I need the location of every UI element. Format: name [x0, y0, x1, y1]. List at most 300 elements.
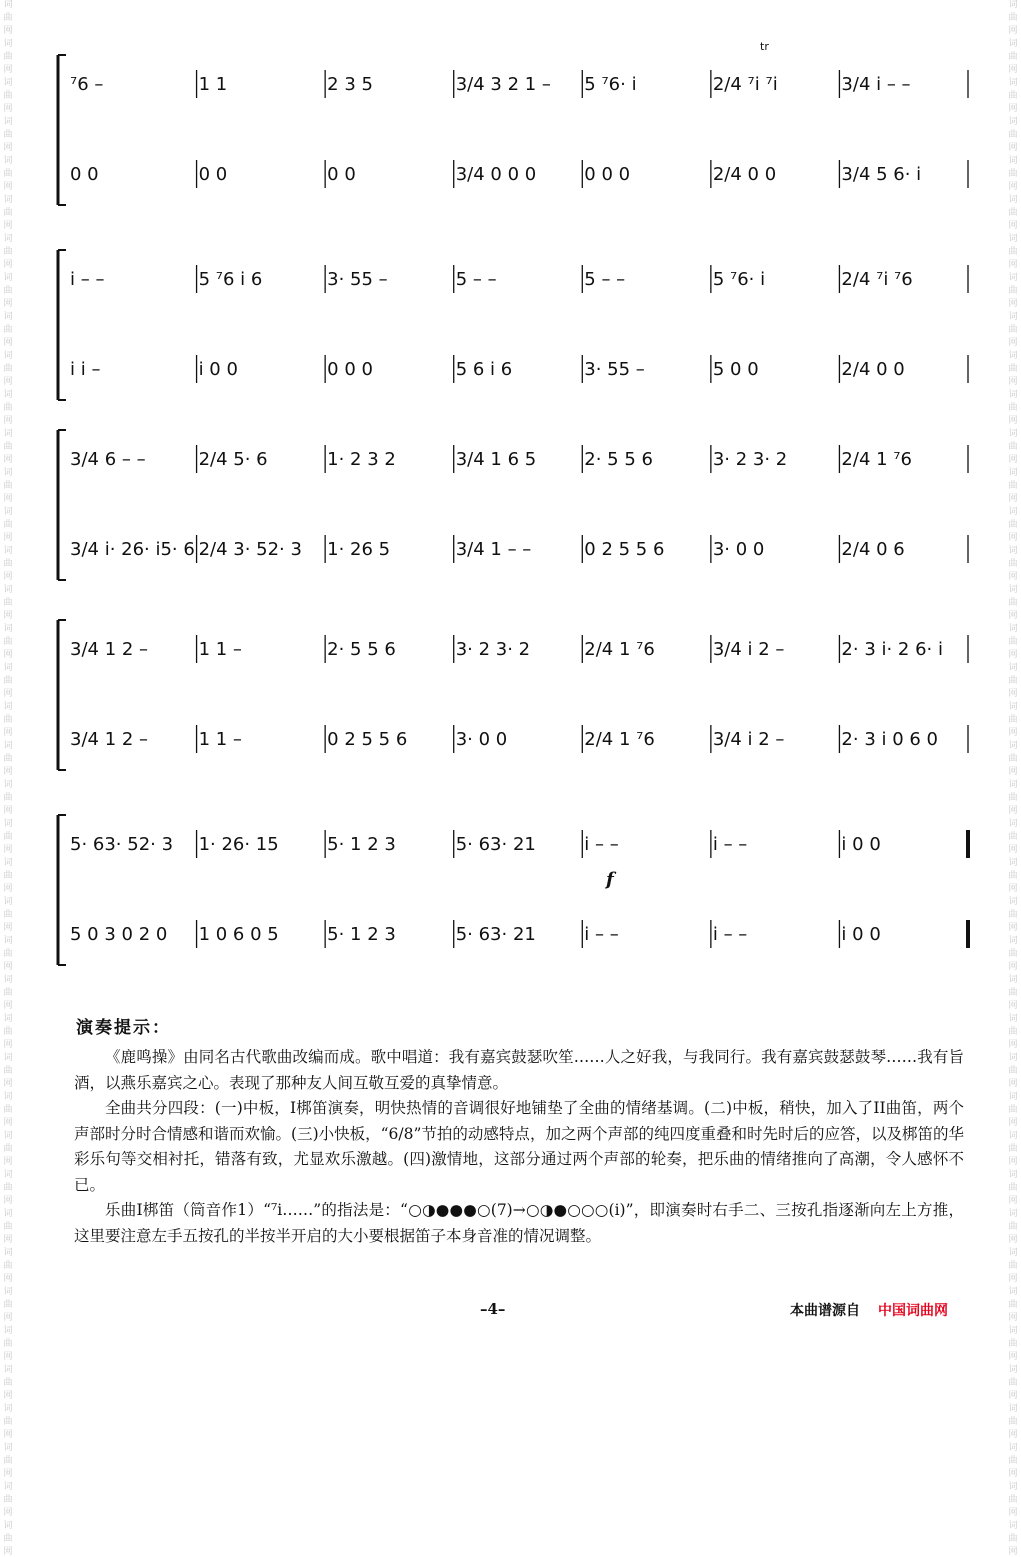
watermark-char: 曲 [3, 1456, 13, 1466]
watermark-char: 词 [1008, 1521, 1018, 1531]
upper-measure: 5· 63· 52· 3 [70, 834, 174, 855]
watermark-char: 词 [1008, 1287, 1018, 1297]
watermark-char: 曲 [1008, 832, 1018, 842]
lower-measure: 2/4 1 ⁷6 [584, 729, 655, 750]
upper-measure: 5 ⁷6· i [584, 74, 637, 95]
watermark-char: 网 [3, 1313, 13, 1323]
watermark-char: 网 [3, 650, 13, 660]
watermark-char: 曲 [1008, 247, 1018, 257]
dynamic-forte: f [606, 869, 614, 890]
watermark-char: 词 [3, 819, 13, 829]
watermark-char: 词 [1008, 858, 1018, 868]
watermark-char: 曲 [3, 1534, 13, 1544]
watermark-char: 网 [3, 1352, 13, 1362]
upper-measure: i – – [584, 834, 619, 855]
watermark-char: 网 [1008, 1547, 1018, 1557]
watermark-char: 网 [3, 455, 13, 465]
lower-measure: 5 0 0 [712, 359, 759, 380]
watermark-char: 网 [3, 1391, 13, 1401]
watermark-char: 词 [1008, 1170, 1018, 1180]
watermark-char: 网 [3, 416, 13, 426]
watermark-char: 词 [3, 390, 13, 400]
watermark-char: 网 [1008, 260, 1018, 270]
watermark-char: 词 [1008, 1053, 1018, 1063]
watermark-char: 曲 [1008, 676, 1018, 686]
watermark-char: 网 [3, 767, 13, 777]
watermark-char: 词 [3, 234, 13, 244]
watermark-char: 词 [3, 1326, 13, 1336]
watermark-char: 网 [1008, 806, 1018, 816]
watermark-char: 曲 [1008, 1339, 1018, 1349]
watermark-char: 曲 [3, 559, 13, 569]
watermark-char: 词 [1008, 78, 1018, 88]
watermark-char: 曲 [1008, 1261, 1018, 1271]
lower-measure: 5· 63· 21 [455, 924, 536, 945]
upper-measure: 2· 5 5 6 [327, 639, 396, 660]
watermark-char: 网 [3, 299, 13, 309]
watermark-char: 曲 [1008, 1222, 1018, 1232]
upper-measure: 1 1 [198, 74, 228, 95]
upper-measure: 3/4 i 2 – [712, 639, 785, 660]
watermark-char: 曲 [1008, 1300, 1018, 1310]
watermark-char: 词 [1008, 1209, 1018, 1219]
watermark-char: 曲 [1008, 1417, 1018, 1427]
watermark-char: 词 [1008, 273, 1018, 283]
watermark-char: 词 [3, 195, 13, 205]
watermark-char: 曲 [1008, 559, 1018, 569]
watermark-char: 词 [1008, 546, 1018, 556]
lower-measure: 3/4 0 0 0 [455, 164, 537, 185]
upper-measure: i 0 0 [841, 834, 881, 855]
watermark-char: 词 [1008, 39, 1018, 49]
watermark-char: 曲 [1008, 988, 1018, 998]
watermark-char: 词 [3, 468, 13, 478]
watermark-char: 网 [3, 689, 13, 699]
watermark-char: 网 [3, 806, 13, 816]
watermark-char: 曲 [1008, 403, 1018, 413]
upper-measure: 5 – – [584, 269, 626, 290]
upper-measure: 5 ⁷6 i 6 [198, 269, 263, 290]
watermark-char: 曲 [1008, 1027, 1018, 1037]
watermark-char: 词 [1008, 1092, 1018, 1102]
watermark-char: 词 [3, 1248, 13, 1258]
watermark-char: 曲 [1008, 910, 1018, 920]
upper-measure: 1 1 – [198, 639, 242, 660]
notes-paragraph-2: 全曲共分四段：(一)中板，I梆笛演奏，明快热情的音调很好地铺垫了全曲的情绪基调。(二)中板，稍快，加入了II曲笛，两个声部时分时合情感和谐而欢愉。(三)小快板，“6/8”节拍的动感特点，加之两个声部的纯四度重叠和时先时后的应答，以及梆笛的华彩乐句等交相衬托，错落有致，尤显欢乐激越。(四)激情地，这部分通过两个声部的轮奏，把乐曲的情绪推向了高潮，令人感怀不已。 [74, 1099, 964, 1194]
watermark-char: 词 [1008, 1404, 1018, 1414]
lower-measure: 3/4 i 2 – [712, 729, 785, 750]
watermark-char: 曲 [3, 715, 13, 725]
watermark-char: 曲 [3, 364, 13, 374]
watermark-char: 词 [3, 1287, 13, 1297]
upper-measure: 3· 55 – [327, 269, 388, 290]
watermark-char: 曲 [3, 130, 13, 140]
upper-measure: 3/4 i – – [841, 74, 911, 95]
watermark-char: 网 [1008, 143, 1018, 153]
watermark-char: 曲 [3, 1339, 13, 1349]
watermark-char: 网 [1008, 1157, 1018, 1167]
upper-measure: 2/4 1 ⁷6 [584, 639, 655, 660]
lower-measure: 0 0 0 [327, 359, 373, 380]
watermark-char: 网 [1008, 1391, 1018, 1401]
watermark-char: 网 [1008, 1313, 1018, 1323]
watermark-char: 网 [1008, 26, 1018, 36]
watermark-char: 词 [3, 624, 13, 634]
upper-measure: 2/4 1 ⁷6 [841, 449, 912, 470]
watermark-char: 曲 [1008, 1183, 1018, 1193]
watermark-char: 网 [1008, 728, 1018, 738]
watermark-char: 词 [1008, 468, 1018, 478]
watermark-char: 网 [1008, 767, 1018, 777]
watermark-char: 网 [3, 845, 13, 855]
watermark-char: 曲 [3, 1417, 13, 1427]
watermark-char: 词 [3, 1053, 13, 1063]
watermark-char: 网 [3, 1547, 13, 1557]
watermark-char: 词 [1008, 351, 1018, 361]
watermark-char: 词 [3, 702, 13, 712]
lower-measure: 5 6 i 6 [455, 359, 513, 380]
watermark-char: 词 [3, 975, 13, 985]
watermark-char: 网 [1008, 572, 1018, 582]
lower-measure: 5 0 3 0 2 0 [70, 924, 168, 945]
watermark-char: 网 [3, 221, 13, 231]
watermark-char: 词 [3, 1365, 13, 1375]
watermark-char: 词 [3, 312, 13, 322]
watermark-char: 词 [1008, 741, 1018, 751]
watermark-char: 词 [1008, 312, 1018, 322]
watermark-char: 曲 [1008, 1105, 1018, 1115]
watermark-char: 网 [1008, 1079, 1018, 1089]
source-label: 本曲谱源自 [790, 1303, 860, 1319]
watermark-char: 词 [1008, 1326, 1018, 1336]
watermark-char: 网 [3, 1469, 13, 1479]
watermark-char: 曲 [1008, 1144, 1018, 1154]
watermark-char: 网 [1008, 182, 1018, 192]
watermark-char: 网 [1008, 845, 1018, 855]
lower-measure: 2/4 0 0 [712, 164, 777, 185]
watermark-char: 曲 [1008, 208, 1018, 218]
watermark-char: 词 [1008, 663, 1018, 673]
watermark-char: 词 [3, 273, 13, 283]
watermark-char: 网 [3, 143, 13, 153]
watermark-char: 曲 [3, 832, 13, 842]
upper-measure: 3/4 1 6 5 [455, 449, 537, 470]
watermark-char: 词 [1008, 234, 1018, 244]
watermark-char: 词 [3, 1131, 13, 1141]
watermark-char: 词 [3, 1209, 13, 1219]
watermark-char: 词 [3, 156, 13, 166]
watermark-char: 词 [1008, 429, 1018, 439]
watermark-char: 网 [1008, 1508, 1018, 1518]
watermark-char: 曲 [3, 871, 13, 881]
watermark-char: 网 [1008, 377, 1018, 387]
upper-measure: 3/4 1 2 – [70, 639, 149, 660]
watermark-char: 词 [1008, 624, 1018, 634]
watermark-char: 曲 [3, 1144, 13, 1154]
upper-measure: 5 – – [455, 269, 497, 290]
lower-measure: 0 2 5 5 6 [327, 729, 408, 750]
lower-measure: 3/4 1 2 – [70, 729, 149, 750]
watermark-char: 曲 [1008, 871, 1018, 881]
watermark-char: 曲 [3, 169, 13, 179]
watermark-char: 词 [3, 1170, 13, 1180]
watermark-char: 曲 [3, 1027, 13, 1037]
watermark-char: 网 [3, 884, 13, 894]
watermark-char: 网 [3, 26, 13, 36]
lower-measure: 1· 26 5 [327, 539, 391, 560]
watermark-char: 曲 [3, 676, 13, 686]
watermark-char: 词 [3, 663, 13, 673]
upper-measure: 2/4 ⁷i ⁷i [712, 74, 778, 95]
watermark-char: 网 [1008, 299, 1018, 309]
lower-measure: 0 0 0 [584, 164, 631, 185]
watermark-char: 词 [3, 1092, 13, 1102]
watermark-char: 词 [1008, 195, 1018, 205]
watermark-char: 词 [3, 897, 13, 907]
watermark-char: 曲 [3, 1105, 13, 1115]
watermark-char: 词 [1008, 897, 1018, 907]
upper-measure: 5· 1 2 3 [327, 834, 396, 855]
lower-measure: 2/4 0 0 [841, 359, 905, 380]
upper-measure: 5 ⁷6· i [712, 269, 766, 290]
watermark-char: 网 [3, 1040, 13, 1050]
watermark-char: 网 [3, 533, 13, 543]
watermark-char: 曲 [1008, 637, 1018, 647]
watermark-char: 曲 [3, 325, 13, 335]
upper-measure: 2· 5 5 6 [584, 449, 653, 470]
watermark-char: 网 [3, 338, 13, 348]
watermark-char: 曲 [3, 754, 13, 764]
lower-measure: 2/4 3· 52· 3 [198, 539, 302, 560]
watermark-char: 词 [1008, 1443, 1018, 1453]
upper-measure: 1· 2 3 2 [327, 449, 396, 470]
watermark-char: 词 [1008, 819, 1018, 829]
watermark-char: 曲 [3, 910, 13, 920]
watermark-char: 网 [1008, 1001, 1018, 1011]
watermark-char: 网 [1008, 65, 1018, 75]
watermark-char: 词 [1008, 975, 1018, 985]
watermark-char: 词 [1008, 780, 1018, 790]
notes-paragraph-3: 乐曲I梆笛（筒音作1）“⁷i……”的指法是：“○◑●●●○(7)→○◑●○○○(i)”，即演奏时右手二、三按孔指逐渐向左上方推，这里要注意左手五按孔的半按半开启的大小要根据笛子本身音准的情况调整。 [74, 1201, 964, 1245]
lower-measure: 3· 55 – [584, 359, 645, 380]
watermark-char: 网 [1008, 650, 1018, 660]
watermark-char: 网 [3, 104, 13, 114]
watermark-char: 网 [3, 65, 13, 75]
watermark-char: 词 [1008, 702, 1018, 712]
watermark-char: 网 [1008, 533, 1018, 543]
watermark-char: 网 [1008, 494, 1018, 504]
watermark-char: 网 [1008, 1274, 1018, 1284]
upper-measure: 5· 63· 21 [455, 834, 536, 855]
lower-measure: i i – [70, 359, 101, 380]
performance-notes [74, 1045, 964, 1249]
lower-measure: 3· 0 0 [712, 539, 765, 560]
watermark-char: 曲 [3, 286, 13, 296]
watermark-char: 曲 [1008, 520, 1018, 530]
watermark-char: 曲 [3, 949, 13, 959]
watermark-char: 曲 [1008, 169, 1018, 179]
watermark-char: 曲 [1008, 598, 1018, 608]
watermark-char: 网 [1008, 1430, 1018, 1440]
watermark-char: 词 [1008, 585, 1018, 595]
watermark-char: 词 [3, 741, 13, 751]
lower-measure: i 0 0 [198, 359, 238, 380]
watermark-char: 网 [1008, 1040, 1018, 1050]
watermark-char: 词 [3, 1014, 13, 1024]
notes-paragraph-1: 《鹿鸣操》由同名古代歌曲改编而成。歌中唱道：我有嘉宾鼓瑟吹笙……人之好我，与我同行。我有嘉宾鼓瑟鼓琴……我有旨酒，以燕乐嘉宾之心。表现了那种友人间互敬互爱的真挚情意。 [74, 1048, 964, 1092]
watermark-char: 词 [3, 546, 13, 556]
watermark-char: 词 [1008, 1365, 1018, 1375]
watermark-char: 网 [1008, 689, 1018, 699]
performance-notes-title: 演奏提示： [76, 1018, 171, 1038]
trill-mark: tr [760, 40, 769, 53]
upper-measure: 3/4 3 2 1 – [455, 74, 551, 95]
watermark-char: 词 [3, 1443, 13, 1453]
upper-measure: 2 3 5 [327, 74, 373, 95]
watermark-char: 网 [3, 377, 13, 387]
watermark-char: 曲 [1008, 286, 1018, 296]
watermark-char: 曲 [1008, 1456, 1018, 1466]
watermark-char: 曲 [3, 403, 13, 413]
page-number: –4– [480, 1300, 506, 1318]
watermark-char: 曲 [1008, 1066, 1018, 1076]
watermark-char: 网 [1008, 416, 1018, 426]
watermark-char: 曲 [3, 1495, 13, 1505]
watermark-char: 曲 [3, 793, 13, 803]
watermark-char: 网 [3, 611, 13, 621]
watermark-char: 网 [3, 728, 13, 738]
watermark-char: 网 [1008, 1196, 1018, 1206]
watermark-char: 曲 [1008, 1495, 1018, 1505]
watermark-char: 网 [3, 1430, 13, 1440]
lower-measure: 3· 0 0 [455, 729, 508, 750]
watermark-char: 曲 [1008, 1534, 1018, 1544]
watermark-char: 曲 [1008, 715, 1018, 725]
watermark-char: 词 [3, 1482, 13, 1492]
watermark-char: 词 [1008, 1248, 1018, 1258]
watermark-char: 网 [1008, 104, 1018, 114]
lower-measure: 2/4 0 6 [841, 539, 905, 560]
upper-measure: 3· 2 3· 2 [455, 639, 531, 660]
watermark-char: 词 [1008, 1014, 1018, 1024]
watermark-char: 曲 [3, 442, 13, 452]
watermark-char: 曲 [1008, 13, 1018, 23]
watermark-char: 曲 [1008, 1378, 1018, 1388]
watermark-char: 曲 [1008, 91, 1018, 101]
watermark-char: 曲 [3, 52, 13, 62]
watermark-char: 曲 [1008, 130, 1018, 140]
lower-measure: 1 1 – [198, 729, 242, 750]
watermark-char: 词 [3, 507, 13, 517]
upper-measure: 3/4 6 – – [70, 449, 146, 470]
watermark-char: 词 [1008, 507, 1018, 517]
watermark-char: 曲 [3, 1261, 13, 1271]
watermark-char: 词 [3, 429, 13, 439]
watermark-char: 词 [1008, 1482, 1018, 1492]
lower-measure: 0 0 [327, 164, 356, 185]
watermark-char: 曲 [3, 91, 13, 101]
upper-measure: 3· 2 3· 2 [712, 449, 788, 470]
watermark-char: 网 [3, 1235, 13, 1245]
watermark-char: 网 [3, 182, 13, 192]
lower-measure: 0 0 [70, 164, 99, 185]
watermark-char: 网 [1008, 1469, 1018, 1479]
watermark-char: 曲 [1008, 949, 1018, 959]
upper-measure: 2/4 ⁷i ⁷6 [841, 269, 913, 290]
lower-measure: 5· 1 2 3 [327, 924, 396, 945]
source-credit [790, 1300, 948, 1320]
watermark-char: 网 [3, 923, 13, 933]
watermark-char: 词 [1008, 390, 1018, 400]
watermark-char: 网 [3, 1079, 13, 1089]
upper-measure: 1· 26· 15 [198, 834, 279, 855]
watermark-char: 词 [3, 117, 13, 127]
watermark-char: 词 [3, 0, 13, 10]
watermark-char: 网 [1008, 338, 1018, 348]
watermark-char: 词 [3, 39, 13, 49]
watermark-char: 网 [3, 1001, 13, 1011]
watermark-char: 网 [3, 260, 13, 270]
watermark-char: 曲 [1008, 754, 1018, 764]
lower-measure: 1 0 6 0 5 [198, 924, 279, 945]
watermark-char: 网 [3, 572, 13, 582]
watermark-char: 曲 [1008, 52, 1018, 62]
watermark-char: 网 [1008, 962, 1018, 972]
watermark-char: 曲 [3, 1183, 13, 1193]
upper-measure: ⁷6 – [70, 74, 104, 95]
watermark-char: 曲 [1008, 793, 1018, 803]
watermark-char: 词 [1008, 1131, 1018, 1141]
watermark-char: 网 [1008, 455, 1018, 465]
watermark-char: 曲 [1008, 325, 1018, 335]
upper-measure: 2/4 5· 6 [198, 449, 268, 470]
upper-measure: i – – [70, 269, 105, 290]
watermark-char: 曲 [3, 208, 13, 218]
watermark-char: 曲 [3, 637, 13, 647]
watermark-char: 曲 [3, 1222, 13, 1232]
watermark-char: 曲 [3, 1300, 13, 1310]
upper-measure: i – – [712, 834, 748, 855]
watermark-char: 词 [3, 1404, 13, 1414]
lower-measure: i – – [712, 924, 748, 945]
watermark-char: 网 [1008, 923, 1018, 933]
watermark-char: 词 [3, 78, 13, 88]
watermark-char: 曲 [1008, 442, 1018, 452]
watermark-char: 网 [3, 494, 13, 504]
lower-measure: 3/4 i· 26· i5· 6 [70, 539, 195, 560]
watermark-char: 词 [1008, 156, 1018, 166]
watermark-char: 词 [3, 585, 13, 595]
lower-measure: 3/4 1 – – [455, 539, 532, 560]
watermark-char: 曲 [3, 520, 13, 530]
watermark-char: 网 [1008, 611, 1018, 621]
watermark-char: 网 [1008, 1235, 1018, 1245]
watermark-char: 曲 [3, 598, 13, 608]
watermark-char: 词 [3, 780, 13, 790]
lower-measure: 2· 3 i 0 6 0 [841, 729, 939, 750]
source-site: 中国词曲网 [878, 1303, 948, 1319]
watermark-char: 网 [3, 1196, 13, 1206]
watermark-char: 曲 [3, 1066, 13, 1076]
watermark-char: 词 [1008, 0, 1018, 10]
watermark-char: 网 [3, 1157, 13, 1167]
watermark-char: 词 [3, 1521, 13, 1531]
watermark-char: 曲 [3, 481, 13, 491]
watermark-char: 曲 [3, 988, 13, 998]
lower-measure: 3/4 5 6· i [841, 164, 922, 185]
watermark-char: 曲 [3, 1378, 13, 1388]
watermark-char: 网 [3, 1118, 13, 1128]
